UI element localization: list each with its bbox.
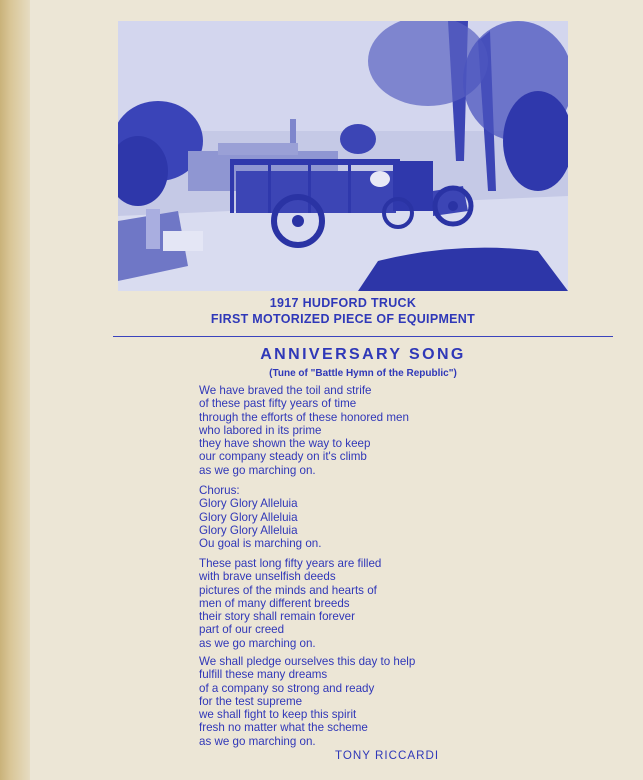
caption-title: 1917 HUDFORD TRUCK bbox=[269, 296, 417, 310]
verse-line: as we go marching on. bbox=[199, 734, 316, 748]
verse-line: These past long fifty years are filled bbox=[199, 557, 382, 570]
verse-line: their story shall remain forever bbox=[199, 610, 355, 624]
verse-line: through the efforts of these honored men bbox=[199, 410, 409, 424]
song-subtitle: (Tune of "Battle Hymn of the Republic") bbox=[269, 368, 457, 379]
page bbox=[30, 0, 643, 780]
verse-line: We have braved the toil and strife bbox=[199, 384, 372, 397]
verse-3 bbox=[199, 655, 415, 748]
verse-line: fulfill these many dreams bbox=[199, 668, 328, 682]
truck-photo bbox=[118, 21, 568, 291]
verse-line: pictures of the minds and hearts of bbox=[199, 583, 377, 597]
verse-line: part of our creed bbox=[199, 623, 285, 637]
truck-photo-icon bbox=[118, 21, 568, 291]
verse-1 bbox=[199, 384, 409, 477]
chorus bbox=[199, 484, 321, 550]
chorus-label: Chorus: bbox=[199, 484, 240, 497]
song-title: ANNIVERSARY SONG bbox=[260, 346, 466, 363]
binding-gutter bbox=[0, 0, 30, 780]
verse-line: fresh no matter what the scheme bbox=[199, 721, 368, 735]
chorus-line: Ou goal is marching on. bbox=[199, 537, 322, 551]
verse-line: we shall fight to keep this spirit bbox=[199, 708, 357, 722]
verse-line: who labored in its prime bbox=[199, 423, 322, 437]
verse-line: as we go marching on. bbox=[199, 636, 316, 650]
verse-line: of a company so strong and ready bbox=[199, 681, 375, 695]
verse-line: as we go marching on. bbox=[199, 463, 316, 477]
verse-line: our company steady on it's climb bbox=[199, 450, 367, 464]
divider-rule bbox=[113, 336, 613, 337]
song-author: TONY RICCARDI bbox=[335, 749, 440, 762]
chorus-line: Glory Glory Alleluia bbox=[199, 497, 298, 511]
verse-line: they have shown the way to keep bbox=[199, 437, 371, 451]
chorus-line: Glory Glory Alleluia bbox=[199, 510, 298, 524]
verse-line: of these past fifty years of time bbox=[199, 397, 357, 411]
verse-2 bbox=[199, 557, 381, 650]
verse-line: men of many different breeds bbox=[199, 596, 350, 610]
verse-line: for the test supreme bbox=[199, 694, 303, 708]
verse-line: with brave unselfish deeds bbox=[199, 570, 336, 584]
caption-subtitle: FIRST MOTORIZED PIECE OF EQUIPMENT bbox=[210, 312, 476, 326]
chorus-line: Glory Glory Alleluia bbox=[199, 523, 298, 537]
verse-line: We shall pledge ourselves this day to help bbox=[199, 655, 416, 668]
